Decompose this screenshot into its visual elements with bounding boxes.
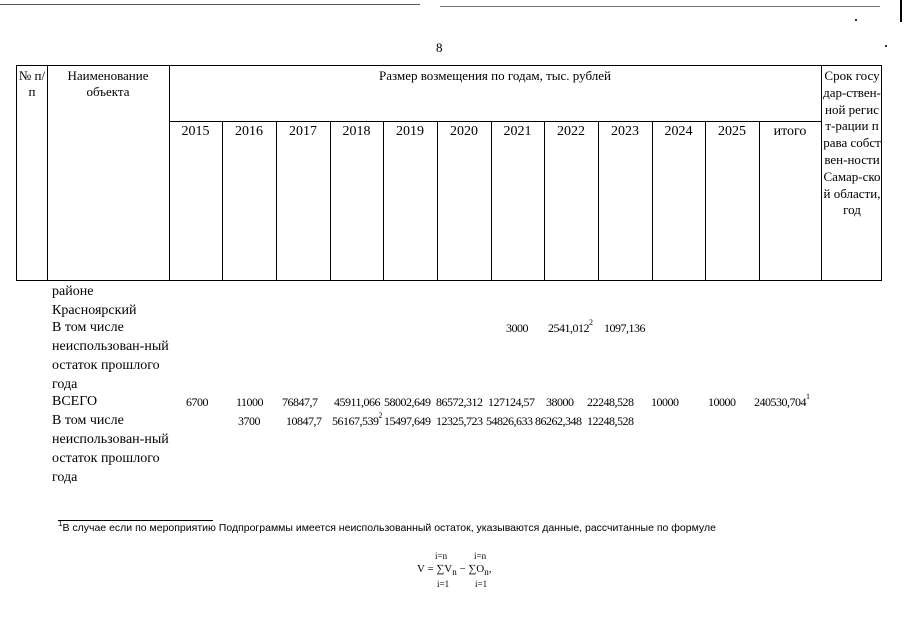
unused2-2018-number: 56167,539 bbox=[332, 414, 379, 428]
top-rule-right bbox=[440, 6, 880, 7]
year-header-2018: 2018 bbox=[342, 124, 371, 139]
year-header-2015: 2015 bbox=[181, 124, 210, 139]
year-divider bbox=[276, 121, 277, 281]
total-2017: 76847,7 bbox=[282, 395, 318, 409]
footnote-marker: 1 bbox=[58, 519, 63, 528]
total-2024: 10000 bbox=[651, 395, 679, 409]
total-2018: 45911,066 bbox=[334, 395, 381, 409]
year-header-2016: 2016 bbox=[235, 124, 263, 139]
formula-sub-v: n bbox=[452, 567, 457, 578]
formula-minus: − ∑O bbox=[456, 563, 485, 575]
total-2015: 6700 bbox=[186, 395, 208, 409]
col-divider-name bbox=[47, 65, 48, 281]
unused2-2023: 12248,528 bbox=[587, 414, 634, 428]
top-rule bbox=[0, 4, 420, 5]
year-divider bbox=[330, 121, 331, 281]
page-edge-mark bbox=[900, 0, 902, 22]
header-term: Срок государ-ствен-ной регист-рации права собствен-ности Самар-ской области, год bbox=[823, 68, 881, 218]
year-header-2017: 2017 bbox=[289, 124, 317, 139]
formula-lower-limit-1: i=1 bbox=[437, 579, 450, 589]
formula-upper-limit-2: i=n bbox=[474, 551, 487, 561]
total-2020: 86572,312 bbox=[436, 395, 483, 409]
year-header-2019: 2019 bbox=[396, 124, 424, 139]
col-divider-term bbox=[821, 65, 822, 281]
footnote-ref: 1 bbox=[806, 392, 810, 401]
year-divider bbox=[383, 121, 384, 281]
unused2-2020: 12325,723 bbox=[436, 414, 483, 428]
table-header-bottom bbox=[16, 280, 882, 281]
footnote-ref: 2 bbox=[589, 318, 593, 327]
table-top-border bbox=[16, 65, 882, 66]
unused-remainder-label-2: В том числе неиспользован-ный остаток прошлого года bbox=[52, 413, 169, 485]
total-2019: 58002,649 bbox=[384, 395, 431, 409]
total-itogo bbox=[754, 392, 810, 410]
unused1-2022-value bbox=[548, 318, 593, 336]
total-2025: 10000 bbox=[708, 395, 736, 409]
formula-lower-limit-2: i=1 bbox=[475, 579, 488, 589]
year-header-2024: 2024 bbox=[664, 124, 693, 139]
year-divider bbox=[544, 121, 545, 281]
total-label: ВСЕГО bbox=[52, 394, 98, 409]
total-2023: 22248,528 bbox=[587, 395, 634, 409]
year-divider bbox=[437, 121, 438, 281]
formula-lhs: V = ∑V bbox=[417, 563, 453, 575]
continuation-text: районе Красноярский bbox=[52, 284, 137, 318]
formula-upper-limit-1: i=n bbox=[435, 551, 448, 561]
table-right-border bbox=[881, 65, 882, 281]
unused-remainder-label: В том числе неиспользован-ный остаток прошлого года bbox=[52, 320, 169, 392]
scan-speck bbox=[885, 45, 887, 47]
formula bbox=[417, 563, 491, 577]
year-header-2025: 2025 bbox=[718, 124, 746, 139]
year-divider bbox=[759, 121, 760, 281]
formula-end: , bbox=[488, 563, 492, 575]
years-divider bbox=[169, 121, 821, 122]
col-divider-amount bbox=[169, 65, 170, 281]
total-2021: 127124,57 bbox=[488, 395, 535, 409]
year-divider bbox=[652, 121, 653, 281]
unused1-2021-value: 3000 bbox=[506, 321, 528, 335]
formula-sub-o: n bbox=[484, 567, 489, 578]
year-header-2021: 2021 bbox=[503, 124, 532, 139]
year-divider bbox=[598, 121, 599, 281]
year-header-2020: 2020 bbox=[450, 124, 478, 139]
unused2-2017: 10847,7 bbox=[286, 414, 322, 428]
total-2016: 11000 bbox=[236, 395, 264, 409]
page-number: 8 bbox=[436, 40, 443, 55]
unused2-2018 bbox=[332, 411, 382, 429]
year-header-2023: 2023 bbox=[611, 124, 639, 139]
header-no: № п/п bbox=[18, 68, 46, 99]
footnote-ref: 2 bbox=[378, 411, 382, 420]
unused2-2019: 15497,649 bbox=[384, 414, 431, 428]
header-amount: Размер возмещения по годам, тыс. рублей bbox=[379, 68, 611, 83]
unused1-2023-value: 1097,136 bbox=[604, 321, 645, 335]
table-left-border bbox=[16, 65, 17, 281]
total-2022: 38000 bbox=[546, 395, 574, 409]
year-divider bbox=[222, 121, 223, 281]
total-itogo-number: 240530,704 bbox=[754, 395, 806, 409]
scan-speck bbox=[855, 19, 857, 21]
unused2-2022: 86262,348 bbox=[535, 414, 582, 428]
header-name: Наименование объекта bbox=[67, 68, 149, 99]
footnote-text: В случае если по мероприятию Подпрограммы имеется неиспользованный остаток, указываются данные, рассчитанные по формуле bbox=[62, 522, 716, 534]
footnote-rule bbox=[58, 520, 213, 521]
footnote bbox=[58, 519, 818, 534]
year-header-itogo: итого bbox=[773, 124, 807, 139]
unused1-2022-number: 2541,012 bbox=[548, 321, 589, 335]
unused2-2021: 54826,633 bbox=[486, 414, 533, 428]
year-divider bbox=[491, 121, 492, 281]
unused2-2016: 3700 bbox=[238, 414, 260, 428]
year-divider bbox=[705, 121, 706, 281]
year-header-2022: 2022 bbox=[557, 124, 585, 139]
